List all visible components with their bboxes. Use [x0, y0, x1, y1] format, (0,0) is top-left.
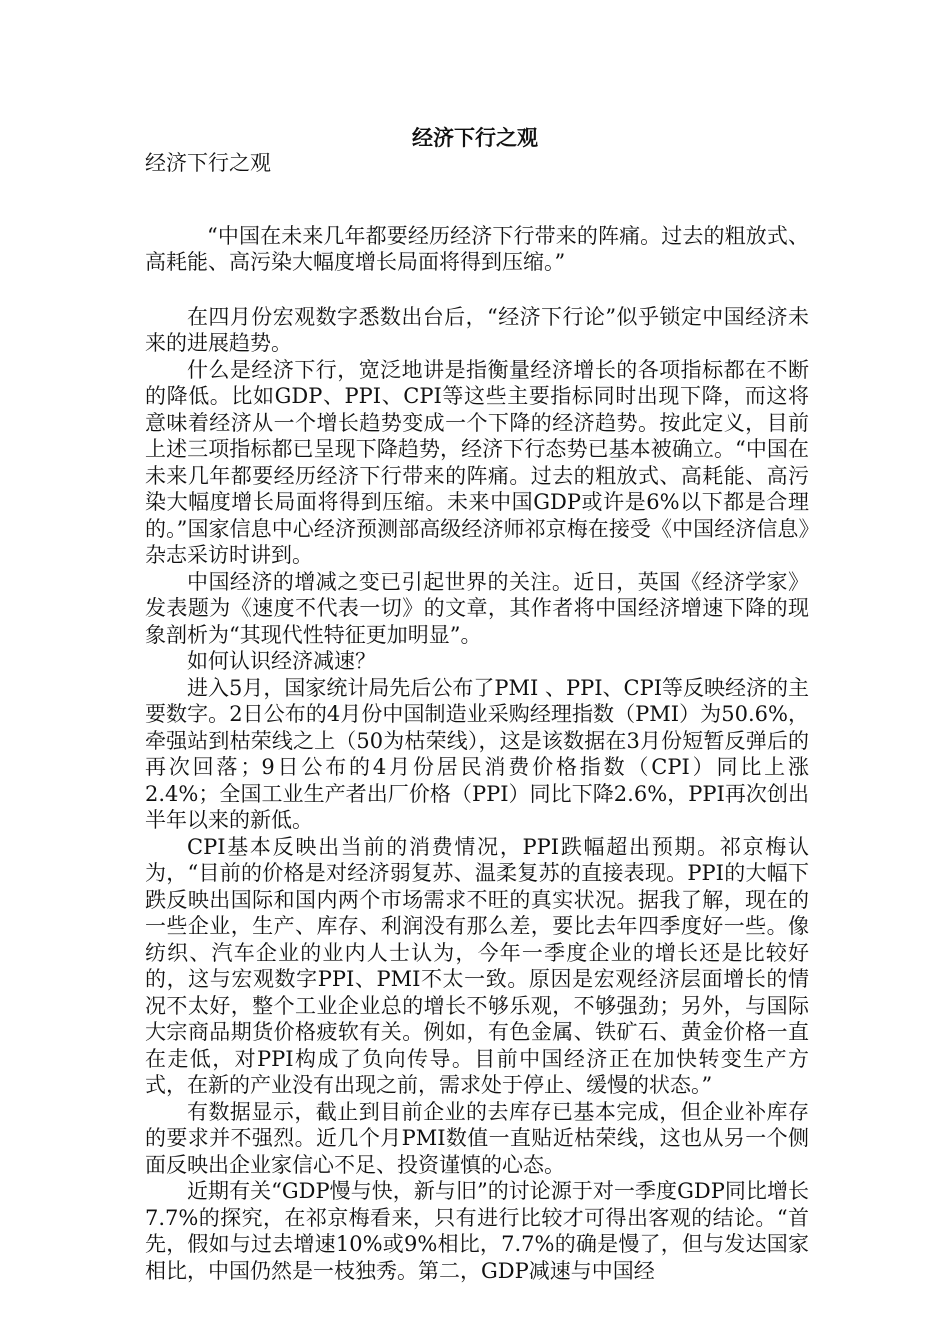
paragraph-2: 什么是经济下行，宽泛地讲是指衡量经济增长的各项指标都在不断的降低。比如GDP、PPI、CPI等这些主要指标同时出现下降，而这将意味着经济从一个增长趋势变成一个下降的经济趋势。按此定义，目前上述三项指标都已呈现下降趋势，经济下行态势已基本被确立。“中国在未来几年都要经历经济下行带来的阵痛。过去的粗放式、高耗能、高污染大幅度增长局面将得到压缩。未来中国GDP或许是6%以下都是合理的。”国家信息中心经济预测部高级经济师祁京梅在接受《中国经济信息》杂志采访时讲到。 [145, 357, 809, 567]
paragraph-3: 中国经济的增减之变已引起世界的关注。近日，英国《经济学家》发表题为《速度不代表一切》的文章，其作者将中国经济增速下降的现象剖析为“其现代性特征更加明显”。 [145, 569, 809, 647]
paragraph-6: 有数据显示，截止到目前企业的去库存已基本完成，但企业补库存的要求并不强烈。近几个月PMI数值一直贴近枯荣线，这也从另一个侧面反映出企业家信心不足、投资谨慎的心态。 [145, 1099, 809, 1177]
lead-quote: “中国在未来几年都要经历经济下行带来的阵痛。过去的粗放式、高耗能、高污染大幅度增长局面将得到压缩。” [145, 223, 809, 274]
paragraph-5: CPI基本反映出当前的消费情况，PPI跌幅超出预期。祁京梅认为，“目前的价格是对经济弱复苏、温柔复苏的直接表现。PPI的大幅下跌反映出国际和国内两个市场需求不旺的真实状况。据我了解，现在的一些企业，生产、库存、利润没有那么差，要比去年四季度好一些。像纺织、汽车企业的业内人士认为，今年一季度企业的增长还是比较好的，这与宏观数字PPI、PMI不太一致。原因是宏观经济层面增长的情况不太好，整个工业企业总的增长不够乐观，不够强劲；另外，与国际大宗商品期货价格疲软有关。例如，有色金属、铁矿石、黄金价格一直在走低，对PPI构成了负向传导。目前中国经济正在加快转变生产方式，在新的产业没有出现之前，需求处于停止、缓慢的状态。” [145, 834, 809, 1097]
paragraph-7: 近期有关“GDP慢与快，新与旧”的讨论源于对一季度GDP同比增长7.7%的探究，在祁京梅看来，只有进行比较才可得出客观的结论。“首先，假如与过去增速10%或9%相比，7.7%的确是慢了，但与发达国家相比，中国仍然是一枝独秀。第二，GDP减速与中国经 [145, 1179, 809, 1283]
paragraph-1: 在四月份宏观数字悉数出台后，“经济下行论”似乎锁定中国经济未来的进展趋势。 [145, 304, 809, 355]
document-body [145, 150, 809, 1284]
document-subtitle: 经济下行之观 [145, 151, 271, 175]
paragraph-4: 进入5月，国家统计局先后公布了PMI 、PPI、CPI等反映经济的主要数字。2日公布的4月份中国制造业采购经理指数（PMI）为50.6%，牵强站到枯荣线之上（50为枯荣线），这是该数据在3月份短暂反弹后的再次回落；9日公布的4月份居民消费价格指数（CPI）同比上涨2.4%；全国工业生产者出厂价格（PPI）同比下降2.6%，PPI再次创出半年以来的新低。 [145, 675, 810, 832]
section-heading: 如何认识经济减速？ [187, 649, 376, 673]
document-title: 经济下行之观 [412, 125, 538, 150]
